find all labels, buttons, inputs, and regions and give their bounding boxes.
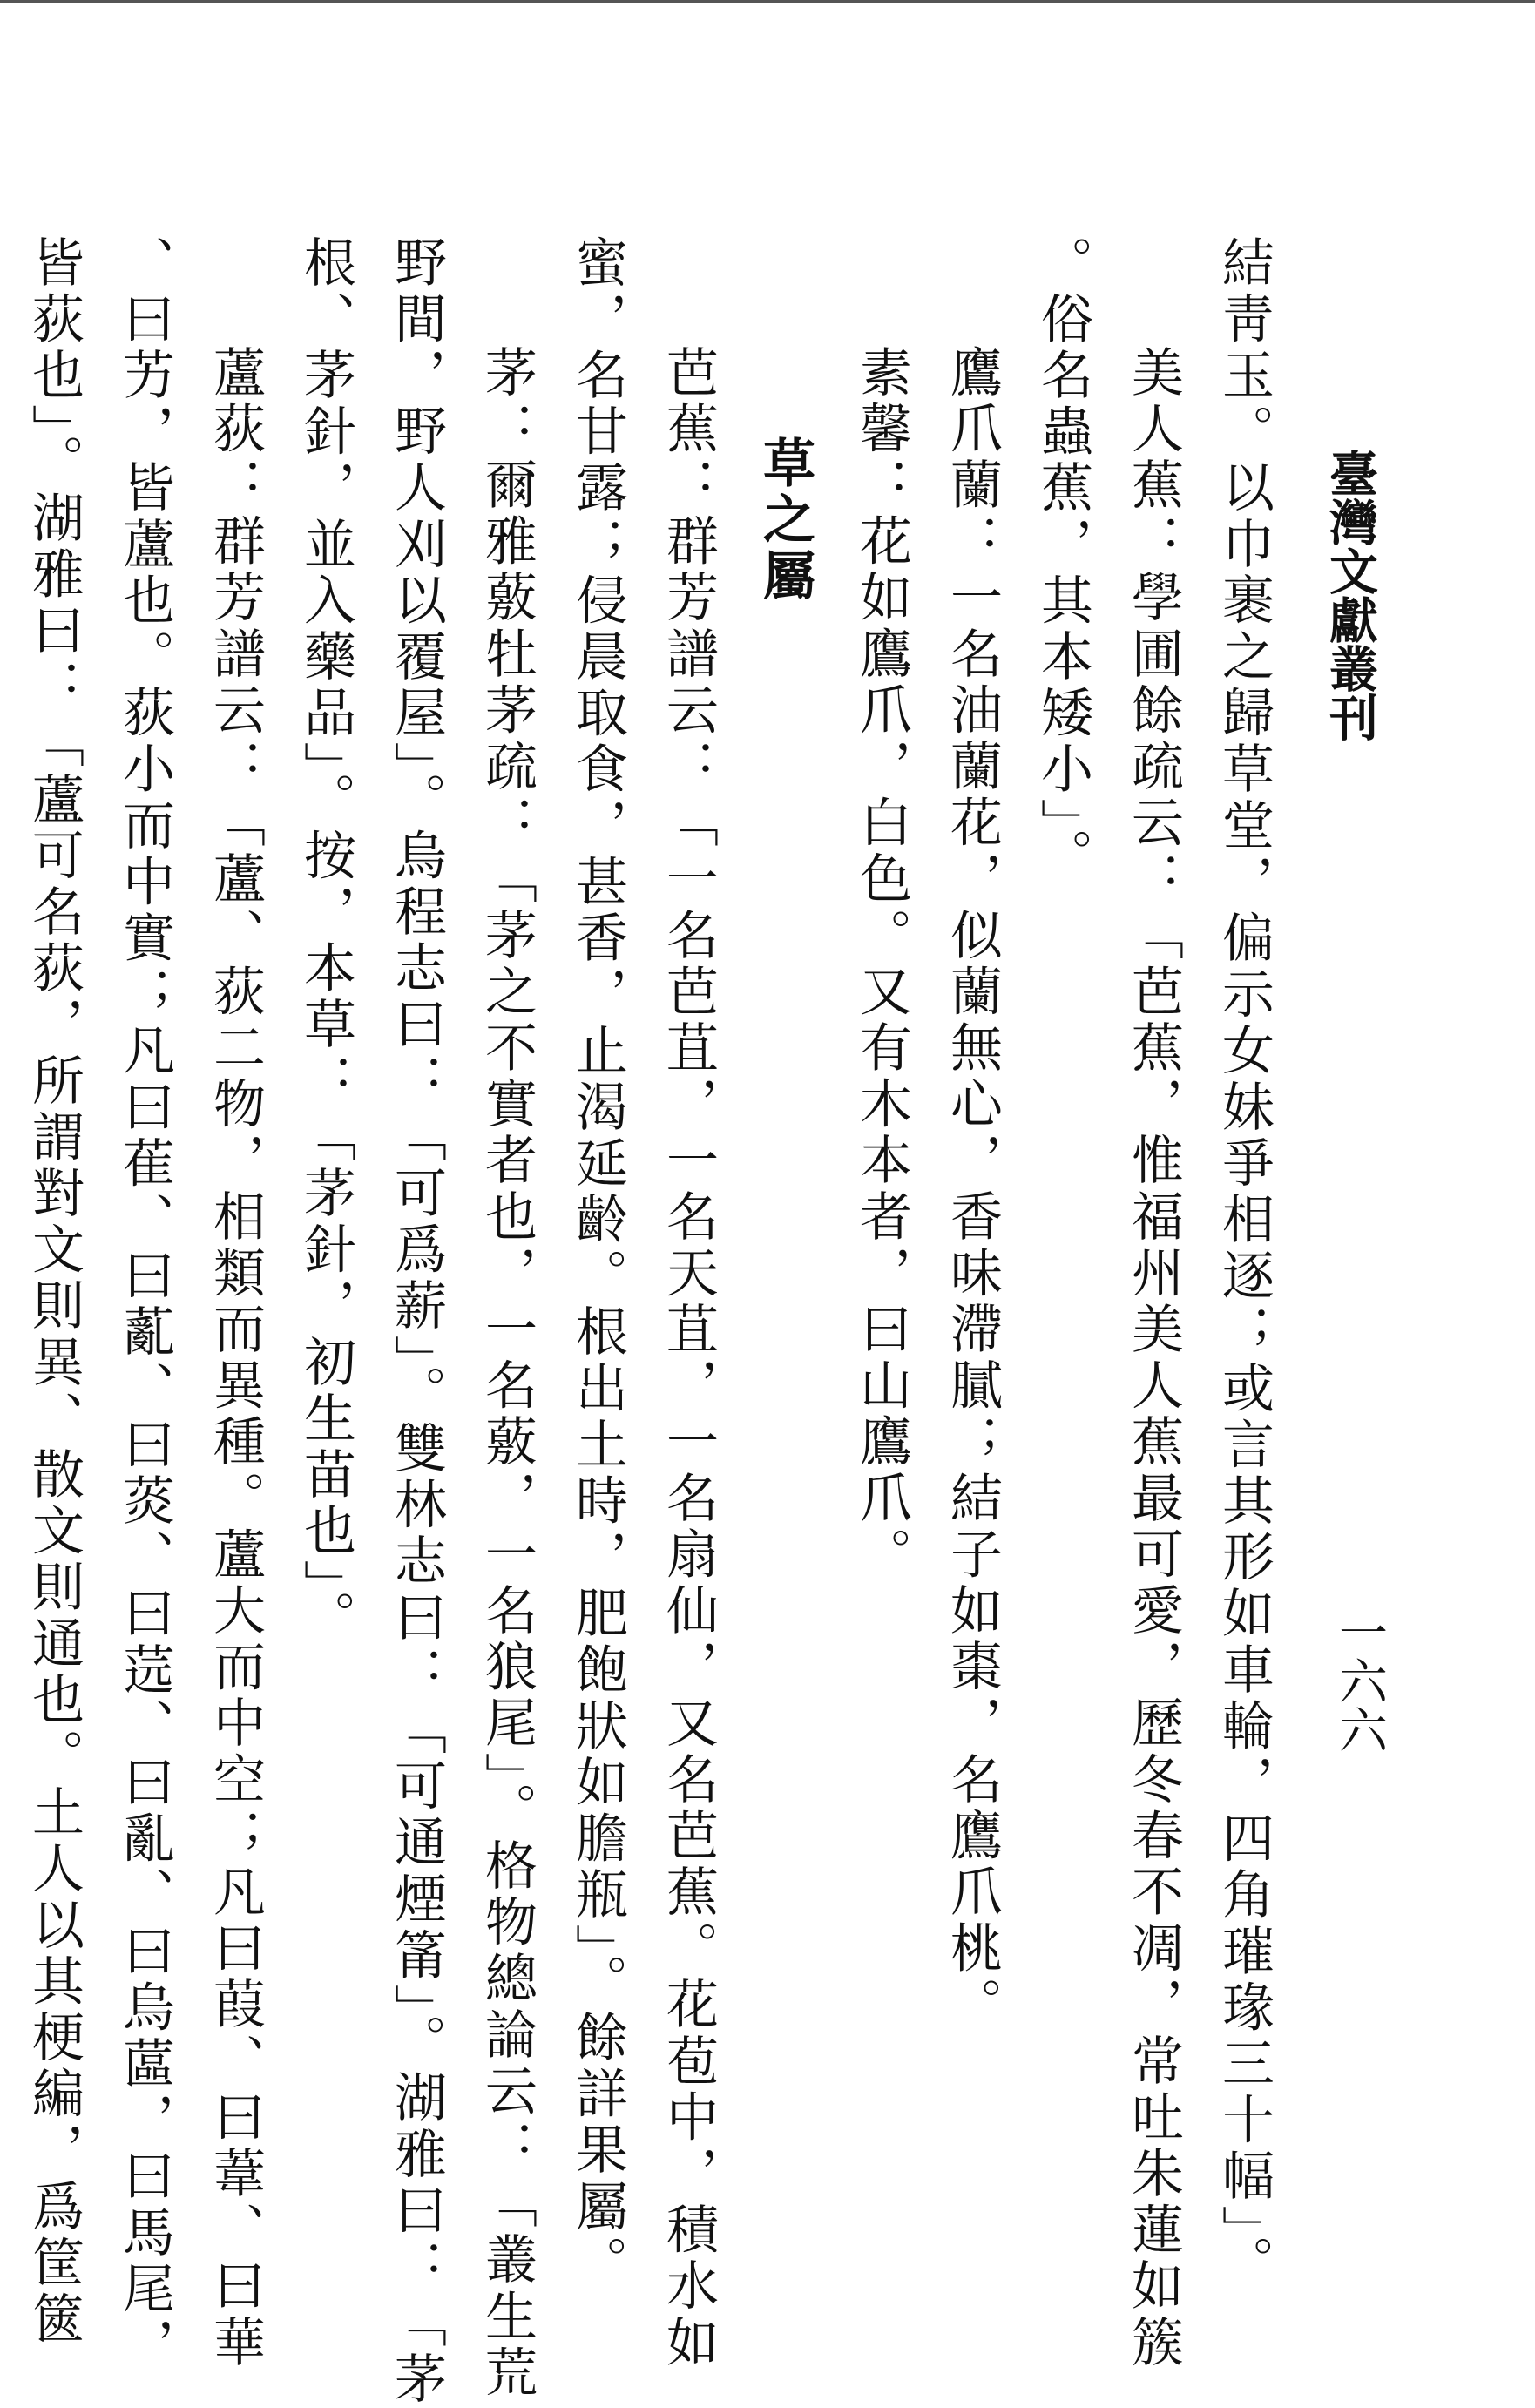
- text-line: 野間，野人刈以覆屋」。烏程志曰：「可爲薪」。雙林志曰：「可通煙筩」。湖雅曰：「茅: [386, 235, 447, 2408]
- body-text: [24, 235, 1289, 2408]
- text-line: 蜜，名甘露；侵晨取食，甚香，止渴延齡。根出土時，肥飽狀如膽瓶」。餘詳果屬。: [567, 235, 628, 2292]
- top-border: [0, 0, 1535, 3]
- text-line: 鷹爪蘭：一名油蘭花，似蘭無心，香味滯膩；結子如棗，名鷹爪桃。: [942, 345, 1003, 2033]
- section-heading: 草之屬: [754, 436, 815, 605]
- text-line: 皆荻也」。湖雅曰：「蘆可名荻，所謂對文則異、散文則通也。土人以其梗編，爲筐篋: [24, 235, 85, 2348]
- text-line: 芭蕉：群芳譜云：「一名芭苴，一名天苴，一名扇仙，又名芭蕉。花苞中，積水如: [658, 345, 719, 2371]
- text-line: 茅：爾雅薂牡茅疏：「茅之不實者也，一名薂，一名狼尾」。格物總論云：「叢生荒: [477, 345, 538, 2402]
- text-line: 美人蕉：學圃餘疏云：「芭蕉，惟福州美人蕉最可愛，歷冬春不凋，常吐朱蓮如簇: [1123, 345, 1184, 2371]
- page-number: 一六六: [1331, 1607, 1388, 1754]
- text-line: 蘆荻：群芳譜云：「蘆、荻二物，相類而異種。蘆大而中空；凡曰葭、曰葦、曰華: [205, 345, 266, 2371]
- running-header: 臺灣文獻叢刊: [1322, 449, 1379, 741]
- text-line: 根、茅針，並入藥品」。按，本草：「茅針，初生苗也」。: [295, 235, 356, 1647]
- text-line: [0, 235, 9, 2178]
- text-line: 、曰艻，皆蘆也。荻小而中實；凡曰萑、曰薍、曰菼、曰䓕、曰亂、曰烏蓲，曰馬尾，: [114, 235, 175, 2374]
- text-line: 。俗名蟲蕉，其本矮小」。: [1032, 235, 1093, 885]
- text-line: 結靑玉。以巾裹之歸草堂，偏示女妹爭相逐；或言其形如車輪，四角璀瑑三十幅」。: [1214, 235, 1275, 2292]
- text-line: 素馨：花如鷹爪，白色。又有木本者，曰山鷹爪。: [851, 345, 912, 1584]
